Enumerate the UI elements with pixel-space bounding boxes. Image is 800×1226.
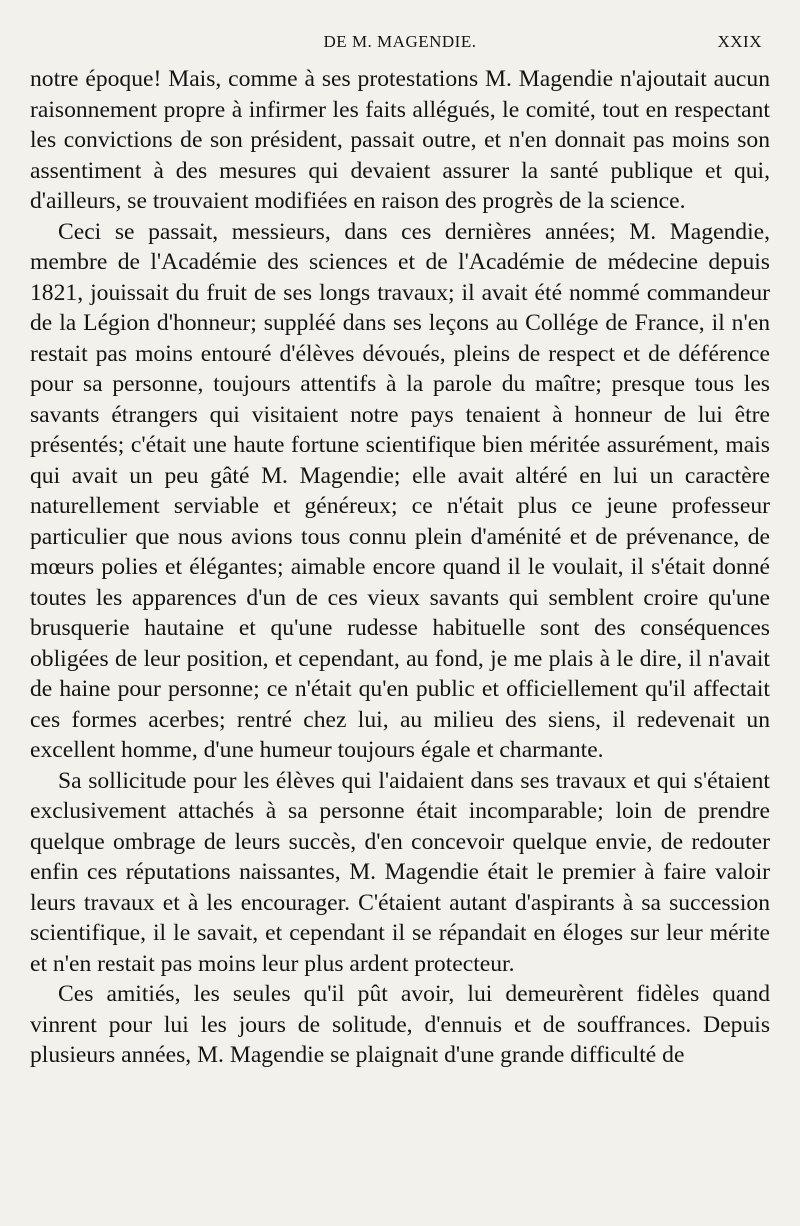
paragraph-2: Ceci se passait, messieurs, dans ces dernières années; M. Magendie, membre de l'Académie des sciences et de l'Académie de médecine depuis 1821, jouissait du fruit de ses longs travaux; il avait été nommé commandeur de la Légion d'honneur; suppléé dans ses leçons au Collége de France, il n'en restait pas moins entouré d'élèves dévoués, pleins de respect et de déférence pour sa personne, toujours attentifs à la parole du maître; presque tous les savants étrangers qui visitaient notre pays tenaient à honneur de lui être présentés; c'était une haute fortune scientifique bien méritée assurément, mais qui avait un peu gâté M. Magendie; elle avait altéré en lui un caractère naturellement serviable et généreux; ce n'était plus ce jeune professeur particulier que nous avions tous connu plein d'aménité et de prévenance, de mœurs polies et élégantes; aimable encore quand il le voulait, il s'était donné toutes les apparences d'un de ces vieux savants qui semblent croire qu'une brusquerie hautaine et qu'une rudesse habituelle sont des conséquences obligées de leur position, et cependant, au fond, je me plais à le dire, il n'avait de haine pour personne; ce n'était qu'en public et officiellement qu'il affectait ces formes acerbes; rentré chez lui, au milieu des siens, il redevenait un excellent homme, d'une humeur toujours égale et charmante.	[30, 218, 770, 763]
paragraph-3: Sa sollicitude pour les élèves qui l'aidaient dans ses travaux et qui s'étaient exclusivement attachés à sa personne était incomparable; loin de prendre quelque ombrage de leurs succès, d'en concevoir quelque envie, de redouter enfin ces réputations naissantes, M. Magendie était le premier à faire valoir leurs travaux et à les encourager. C'étaient autant d'aspirants à sa succession scientifique, il le savait, et cependant il se répandait en éloges sur leur mérite et n'en restait pas moins leur plus ardent protecteur.	[30, 767, 770, 977]
running-header	[30, 28, 770, 58]
page-number: XXIX	[717, 32, 762, 51]
paragraph-4: Ces amitiés, les seules qu'il pût avoir, lui demeurèrent fidèles quand vinrent pour lui les jours de solitude, d'ennuis et de souffrances. Depuis plusieurs années, M. Magendie se plaignait d'une grande difficulté de	[30, 981, 770, 1068]
running-title: DE M. MAGENDIE.	[323, 32, 477, 51]
paragraph-1: notre époque! Mais, comme à ses protestations M. Magendie n'ajoutait aucun raisonnement propre à infirmer les faits allégués, le comité, tout en respectant les convictions de son président, passait outre, et n'en donnait pas moins son assentiment à des mesures qui devaient assurer la santé publique et qui, d'ailleurs, se trouvaient modifiées en raison des progrès de la science.	[30, 66, 770, 214]
body-text	[30, 64, 770, 1071]
